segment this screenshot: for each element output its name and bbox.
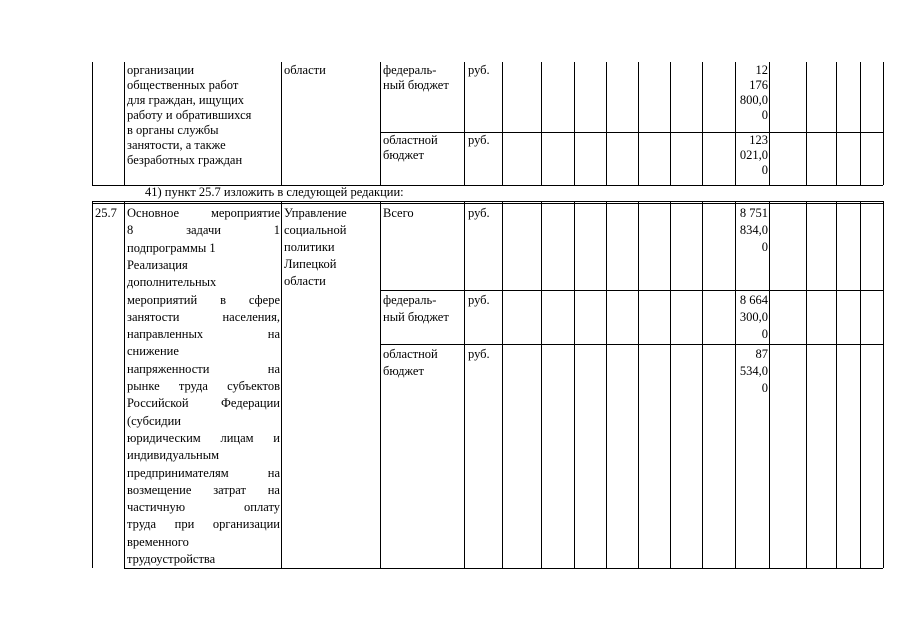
top-table-column-line (606, 62, 607, 185)
item-table-column-line (574, 201, 575, 568)
word: сфере (248, 292, 280, 307)
word: труда (127, 517, 157, 532)
word: занятости (127, 309, 180, 324)
top-unit-cell: руб. (468, 63, 490, 77)
top-executor-line: области (284, 63, 326, 77)
item-description-line (127, 258, 280, 273)
item-description-line (127, 517, 280, 532)
item-unit-cell: руб. (468, 293, 490, 307)
item-table-column-line (606, 201, 607, 568)
top-table-column-line (464, 62, 465, 185)
item-executor-line: Липецкой (284, 257, 337, 271)
item-table-column-line (124, 201, 125, 568)
top-description-line: в органы службы (127, 123, 219, 137)
item-description-line (127, 414, 280, 429)
item-executor-line: области (284, 274, 326, 288)
item-description-line (127, 206, 280, 221)
word: 8 (127, 223, 134, 238)
item-executor-line: социальной (284, 223, 347, 237)
top-table-column-line (769, 62, 770, 185)
top-table-column-line (541, 62, 542, 185)
top-table-column-line (574, 62, 575, 185)
item-description-line (127, 552, 280, 567)
word: мероприятий (127, 292, 198, 307)
top-funding-source-line: федераль- (383, 63, 437, 77)
word: юридическим (127, 430, 201, 445)
top-amount-line: 12 (755, 63, 768, 77)
item-funding-source-line: Всего (383, 206, 414, 220)
item-description-line (127, 379, 280, 394)
top-table-column-line (883, 62, 884, 185)
top-description-line: организации (127, 63, 195, 77)
top-table-column-line (702, 62, 703, 185)
item-number: 25.7 (95, 206, 117, 220)
item-table-bottom-line (124, 568, 883, 569)
top-unit-cell: руб. (468, 133, 490, 147)
top-table-column-line (836, 62, 837, 185)
item-table-column-line (735, 201, 736, 568)
word: на (267, 482, 280, 497)
word: (субсидии (127, 413, 181, 428)
item-table-column-line (702, 201, 703, 568)
item-description-line (127, 362, 280, 377)
item-description-line (127, 483, 280, 498)
word: труда (178, 379, 208, 393)
word: дополнительных (127, 275, 217, 290)
item-description-line (127, 448, 280, 463)
word: направленных (127, 327, 204, 342)
top-funding-source-line: ный бюджет (383, 78, 449, 92)
word: трудоустройства (127, 552, 216, 566)
item-description-line (127, 327, 280, 342)
item-table-row-line (380, 290, 883, 291)
item-table-column-line (541, 201, 542, 568)
item-unit-cell: руб. (468, 347, 490, 361)
item-amount-line: 8 751 (739, 206, 768, 220)
item-amount-line: 8 664 (739, 293, 768, 307)
amendment-note: 41) пункт 25.7 изложить в следующей редакции: (145, 185, 404, 199)
word: Федерации (220, 396, 280, 411)
word: снижение (127, 344, 179, 359)
item-description-line (127, 241, 280, 256)
word: временного (127, 534, 189, 549)
item-amount-line: 87 (755, 347, 768, 361)
item-unit-cell: руб. (468, 206, 490, 220)
word: Реализация (127, 257, 188, 272)
top-table-column-line (281, 62, 282, 185)
word: оплату (244, 500, 280, 515)
top-description-line: для граждан, ищущих (127, 93, 245, 107)
item-table-column-line (502, 201, 503, 568)
top-table-column-line (502, 62, 503, 185)
item-amount-line: 834,0 (739, 223, 768, 237)
item-funding-source-line: ный бюджет (383, 310, 449, 324)
word: индивидуальным (127, 448, 220, 463)
top-amount-line: 0 (761, 108, 768, 122)
item-description-line (127, 223, 280, 238)
word: и (273, 430, 280, 445)
word: предпринимателям (127, 465, 229, 480)
top-amount-line: 021,0 (739, 148, 768, 162)
item-funding-source-line: федераль- (383, 293, 437, 307)
item-table-row-line (380, 344, 883, 345)
top-table-column-line (735, 62, 736, 185)
top-description-line: безработных граждан (127, 153, 243, 167)
word: при (174, 517, 195, 532)
top-table-column-line (380, 62, 381, 185)
item-description-line (127, 500, 280, 515)
word: возмещение (127, 482, 192, 497)
item-description-line (127, 396, 280, 411)
item-executor-line: политики (284, 240, 335, 254)
item-description-line (127, 293, 280, 308)
word: частичную (127, 500, 186, 515)
word: в (220, 292, 226, 307)
top-amount-line: 123 (749, 133, 768, 147)
word: на (267, 465, 280, 480)
item-amount-line: 0 (761, 381, 768, 395)
top-description-line: работу и обратившихся (127, 108, 252, 122)
word: Российской (127, 396, 189, 411)
item-table-column-line (836, 201, 837, 568)
item-amount-line: 0 (761, 240, 768, 254)
item-table-column-line (464, 201, 465, 568)
item-amount-line: 534,0 (739, 364, 768, 378)
item-description-line (127, 310, 280, 325)
item-table-column-line (380, 201, 381, 568)
word: напряженности (127, 361, 210, 376)
item-table-column-line (281, 201, 282, 568)
top-funding-source-line: областной (383, 133, 438, 147)
item-description-line (127, 275, 280, 290)
top-table-column-line (860, 62, 861, 185)
item-description-line (127, 466, 280, 481)
top-table-row-line (380, 132, 883, 133)
item-table-top-line-double (92, 201, 883, 202)
word: 1 (273, 223, 280, 238)
item-description-line (127, 535, 280, 550)
word: субъектов (227, 379, 280, 393)
word: на (267, 361, 280, 376)
word: на (267, 327, 280, 342)
top-funding-source-line: бюджет (383, 148, 424, 162)
word: мероприятие (210, 206, 280, 220)
top-description-line: занятости, а также (127, 138, 226, 152)
item-table-column-line (883, 201, 884, 568)
word: населения, (222, 309, 280, 324)
top-table-column-line (124, 62, 125, 185)
word: рынке (127, 379, 160, 393)
top-amount-line: 0 (761, 163, 768, 177)
item-table-column-line (670, 201, 671, 568)
item-description-line (127, 431, 280, 446)
top-table-column-line (670, 62, 671, 185)
top-amount-line: 176 (749, 78, 768, 92)
item-amount-line: 300,0 (739, 310, 768, 324)
top-table-column-line (806, 62, 807, 185)
word: организации (212, 517, 280, 532)
item-description-line (127, 344, 280, 359)
item-funding-source-line: областной (383, 347, 438, 361)
top-table-column-line (92, 62, 93, 185)
word: лицам (220, 430, 254, 445)
item-funding-source-line: бюджет (383, 364, 424, 378)
item-table-column-line (806, 201, 807, 568)
top-description-line: общественных работ (127, 78, 239, 92)
item-table-column-line (92, 201, 93, 568)
word: подпрограммы 1 (127, 240, 216, 255)
item-table-column-line (860, 201, 861, 568)
word: задачи (186, 223, 221, 238)
item-executor-line: Управление (284, 206, 347, 220)
top-amount-line: 800,0 (739, 93, 768, 107)
top-table-column-line (638, 62, 639, 185)
item-table-column-line (638, 201, 639, 568)
word: затрат (213, 482, 246, 497)
item-table-column-line (769, 201, 770, 568)
word: Основное (127, 206, 180, 220)
item-table-top-line (92, 203, 883, 204)
item-amount-line: 0 (761, 327, 768, 341)
